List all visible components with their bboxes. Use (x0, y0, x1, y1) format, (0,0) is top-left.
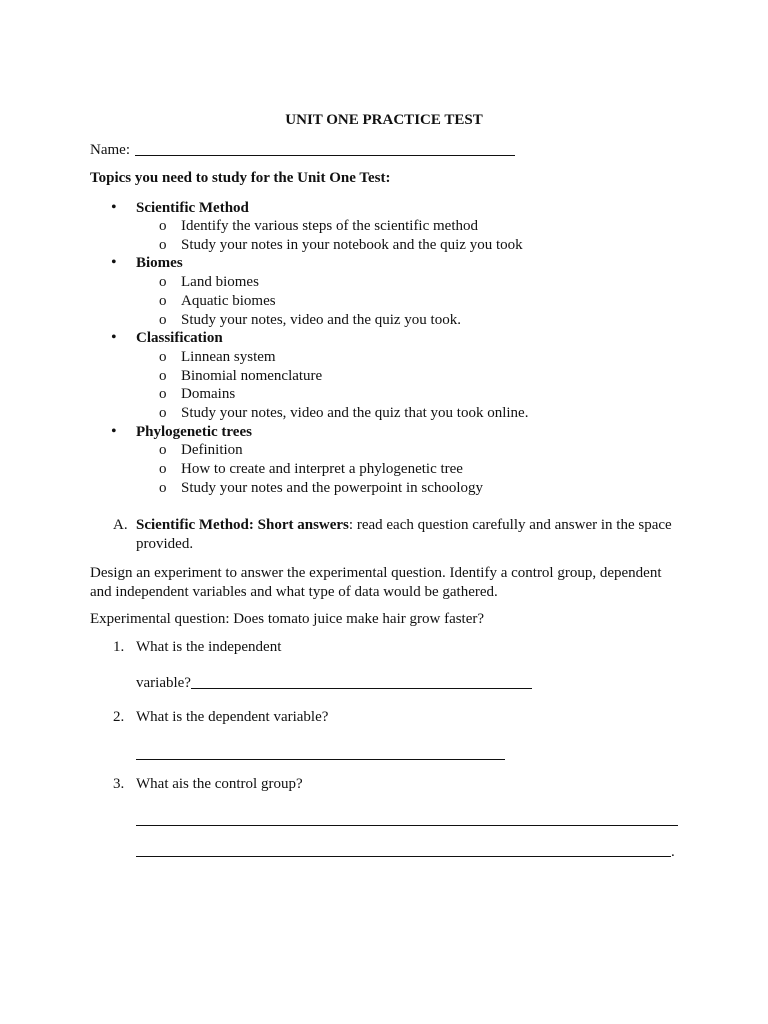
topic-item: Study your notes, video and the quiz that you took online. (181, 405, 529, 421)
sub-bullet-icon: o (159, 405, 167, 421)
sub-bullet-icon: o (159, 218, 167, 234)
topic-item: Aquatic biomes (181, 293, 276, 309)
bullet-icon: • (111, 329, 117, 346)
topic-label-scientific-method: Scientific Method (136, 200, 249, 216)
topic-item: Linnean system (181, 349, 276, 365)
topics-heading: Topics you need to study for the Unit One Test: (90, 170, 391, 186)
sub-bullet-icon: o (159, 461, 167, 477)
sub-bullet-icon: o (159, 386, 167, 402)
sub-bullet-icon: o (159, 442, 167, 458)
topic-item: Study your notes, video and the quiz you took. (181, 312, 461, 328)
topic-label-phylogenetic-trees: Phylogenetic trees (136, 424, 252, 440)
answer-line-q3[interactable] (136, 825, 678, 826)
question-text: What ais the control group? (136, 776, 303, 792)
topic-item: Study your notes and the powerpoint in schoology (181, 480, 484, 496)
topic-item: Definition (181, 442, 243, 458)
topic-item: How to create and interpret a phylogenetic tree (181, 461, 463, 477)
section-a-instruction-cont: provided. (136, 536, 194, 552)
sub-bullet-icon: o (159, 349, 167, 365)
name-label: Name: (90, 142, 130, 158)
question-number: 2. (113, 709, 125, 725)
sub-bullet-icon: o (159, 237, 167, 253)
section-a-bold-label: Scientific Method: Short answers (136, 517, 349, 533)
page-title: UNIT ONE PRACTICE TEST (285, 112, 483, 128)
question-number: 1. (113, 639, 125, 655)
question-text: What is the dependent variable? (136, 709, 329, 725)
experimental-question: Experimental question: Does tomato juice make hair grow faster? (90, 611, 485, 627)
sub-bullet-icon: o (159, 368, 167, 384)
topic-item: Domains (181, 386, 236, 402)
answer-line-q2[interactable] (136, 759, 505, 760)
sub-bullet-icon: o (159, 293, 167, 309)
topic-item: Study your notes in your notebook and the quiz you took (181, 237, 523, 253)
question-number: 3. (113, 776, 125, 792)
sub-bullet-icon: o (159, 274, 167, 290)
name-answer-line[interactable] (135, 155, 515, 156)
question-text: variable? (136, 675, 191, 691)
final-period: . (671, 844, 675, 860)
topic-item: Binomial nomenclature (181, 368, 323, 384)
sub-bullet-icon: o (159, 480, 167, 496)
topic-label-biomes: Biomes (136, 255, 183, 271)
section-marker: A. (113, 517, 128, 533)
bullet-icon: • (111, 254, 117, 271)
topic-item: Land biomes (181, 274, 259, 290)
answer-line-q1[interactable] (191, 688, 532, 689)
sub-bullet-icon: o (159, 312, 167, 328)
answer-line-q3-second[interactable] (136, 856, 671, 857)
bullet-icon: • (111, 199, 117, 216)
bullet-icon: • (111, 423, 117, 440)
topic-item: Identify the various steps of the scientific method (181, 218, 479, 234)
question-text: What is the independent (136, 639, 282, 655)
section-a-heading (136, 516, 672, 534)
topic-label-classification: Classification (136, 330, 223, 346)
intro-paragraph-line: and independent variables and what type of data would be gathered. (90, 584, 498, 600)
section-a-instruction: : read each question carefully and answer in the space (348, 517, 672, 533)
intro-paragraph-line: Design an experiment to answer the experimental question. Identify a control group, dependent (90, 565, 662, 581)
